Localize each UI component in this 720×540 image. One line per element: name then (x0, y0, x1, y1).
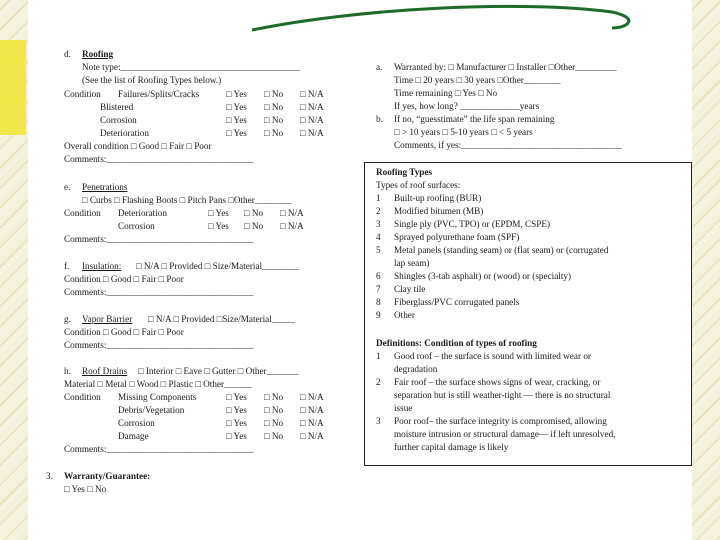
drains-no-checkbox[interactable]: □ No (264, 392, 284, 402)
roofing-type-number: 1 (376, 193, 381, 203)
roofing-type-item: lap seam) (394, 258, 430, 268)
drains-no-checkbox[interactable]: □ No (264, 418, 284, 428)
drains-na-checkbox[interactable]: □ N/A (300, 405, 324, 415)
guarantee-options[interactable]: □ Yes □ No (64, 484, 107, 494)
insulation-comments[interactable]: Comments:________________________________ (64, 287, 254, 297)
definition-text: Poor roof– the surface integrity is compromised, allowing (394, 416, 607, 426)
roofing-no-checkbox[interactable]: □ No (264, 102, 284, 112)
vapor-comments[interactable]: Comments:________________________________ (64, 340, 254, 350)
roofing-yes-checkbox[interactable]: □ Yes (226, 115, 247, 125)
insulation-section-label: f. (64, 261, 70, 271)
drains-row-item: Corrosion (118, 418, 155, 428)
drains-row-item: Debris/Vegetation (118, 405, 185, 415)
warranty-time-options[interactable]: Time □ 20 years □ 30 years □Other________ (394, 75, 561, 85)
drains-row-item: Missing Components (118, 392, 197, 402)
definition-text: further capital damage is likely (394, 442, 509, 452)
penetrations-comments[interactable]: Comments:________________________________ (64, 234, 254, 244)
lifespan-options[interactable]: □ > 10 years □ 5-10 years □ < 5 years (394, 127, 533, 137)
insulation-options[interactable]: □ N/A □ Provided □ Size/Material________ (136, 261, 299, 271)
penetrations-no-checkbox[interactable]: □ No (244, 221, 264, 231)
roofing-type-number: 2 (376, 206, 381, 216)
drains-na-checkbox[interactable]: □ N/A (300, 431, 324, 441)
penetrations-options[interactable]: □ Curbs □ Flashing Boots □ Pitch Pans □Other________ (82, 195, 292, 205)
yellow-accent-bar (0, 40, 26, 135)
roofing-row-label: Condition (64, 89, 101, 99)
penetrations-na-checkbox[interactable]: □ N/A (280, 221, 304, 231)
roofing-type-item: Modified bitumen (MB) (394, 206, 484, 216)
penetrations-title: Penetrations (82, 182, 128, 192)
roofing-section-label: d. (64, 49, 71, 59)
roofing-title: Roofing (82, 49, 114, 59)
roofing-no-checkbox[interactable]: □ No (264, 115, 284, 125)
penetrations-row-item: Corrosion (118, 221, 155, 231)
roofing-yes-checkbox[interactable]: □ Yes (226, 128, 247, 138)
vapor-options[interactable]: □ N/A □ Provided □Size/Material_____ (148, 314, 295, 324)
roofing-row-item: Failures/Splits/Cracks (118, 89, 200, 99)
drains-na-checkbox[interactable]: □ N/A (300, 418, 324, 428)
roofing-yes-checkbox[interactable]: □ Yes (226, 102, 247, 112)
drains-row-item: Damage (118, 431, 149, 441)
roofing-row-item: Blistered (100, 102, 134, 112)
vapor-title: Vapor Barrier (82, 314, 133, 324)
definition-text: separation but is still weather-tight — there is no structural (394, 390, 611, 400)
roofing-row-item: Deterioration (100, 128, 149, 138)
vapor-condition[interactable]: Condition □ Good □ Fair □ Poor (64, 327, 184, 337)
drains-no-checkbox[interactable]: □ No (264, 405, 284, 415)
warranty-comments[interactable]: Comments, if yes:___________________________________ (394, 140, 622, 150)
definition-text: moisture intrusion or structural damage— if left unresolved, (394, 429, 616, 439)
roofing-overall-condition[interactable]: Overall condition □ Good □ Fair □ Poor (64, 141, 212, 151)
roofing-type-number: 6 (376, 271, 381, 281)
drains-row-label: Condition (64, 392, 101, 402)
drains-section-label: h. (64, 366, 71, 376)
drains-yes-checkbox[interactable]: □ Yes (226, 418, 247, 428)
definition-text: Fair roof – the surface shows signs of wear, cracking, or (394, 377, 601, 387)
roofing-na-checkbox[interactable]: □ N/A (300, 102, 324, 112)
penetrations-row-item: Deterioration (118, 208, 167, 218)
roofing-type-number: 5 (376, 245, 381, 255)
warranty-how-long[interactable]: If yes, how long? _____________years (394, 101, 540, 111)
roofing-type-item: Sprayed polyurethane foam (SPF) (394, 232, 520, 242)
guarantee-number: 3. (46, 471, 53, 481)
warranty-guesstimate: If no, “guesstimate” the life span remaining (394, 114, 555, 124)
drains-material[interactable]: Material □ Metal □ Wood □ Plastic □ Other______ (64, 379, 252, 389)
drains-yes-checkbox[interactable]: □ Yes (226, 405, 247, 415)
definitions-title: Definitions: Condition of types of roofing (376, 338, 537, 348)
roofing-na-checkbox[interactable]: □ N/A (300, 89, 324, 99)
drains-yes-checkbox[interactable]: □ Yes (226, 392, 247, 402)
definition-text: issue (394, 403, 413, 413)
penetrations-no-checkbox[interactable]: □ No (244, 208, 264, 218)
roofing-type-number: 4 (376, 232, 381, 242)
definition-number: 1 (376, 351, 381, 361)
insulation-title: Insulation: (82, 261, 122, 271)
guarantee-title: Warranty/Guarantee: (64, 471, 151, 481)
roofing-type-number: 8 (376, 297, 381, 307)
penetrations-row-label: Condition (64, 208, 101, 218)
roofing-type-item: Built-up roofing (BUR) (394, 193, 482, 203)
drains-options[interactable]: □ Interior □ Eave □ Gutter □ Other_______ (138, 366, 299, 376)
roofing-type-item: Fiberglass/PVC corrugated panels (394, 297, 520, 307)
drains-na-checkbox[interactable]: □ N/A (300, 392, 324, 402)
roofing-type-item: Metal panels (standing seam) or (flat seam) or (corrugated (394, 245, 609, 255)
roofing-no-checkbox[interactable]: □ No (264, 128, 284, 138)
drains-no-checkbox[interactable]: □ No (264, 431, 284, 441)
roofing-na-checkbox[interactable]: □ N/A (300, 128, 324, 138)
drains-comments[interactable]: Comments:________________________________ (64, 444, 254, 454)
roofing-see-list: (See the list of Roofing Types below.) (82, 75, 222, 85)
definition-number: 2 (376, 377, 381, 387)
drains-title: Roof Drains (82, 366, 128, 376)
roofing-type-number: 9 (376, 310, 381, 320)
warranted-by-options[interactable]: Warranted by: □ Manufacturer □ Installer □Other_________ (394, 62, 617, 72)
vapor-section-label: g. (64, 314, 71, 324)
warranty-time-remaining[interactable]: Time remaining □ Yes □ No (394, 88, 498, 98)
roofing-row-item: Corrosion (100, 115, 137, 125)
roofing-type-number: 3 (376, 219, 381, 229)
document-page (28, 0, 692, 540)
roofing-types-intro: Types of roof surfaces: (376, 180, 461, 190)
warranty-b-label: b. (376, 114, 383, 124)
roofing-type-item: Clay tile (394, 284, 426, 294)
penetrations-yes-checkbox[interactable]: □ Yes (208, 221, 229, 231)
insulation-condition[interactable]: Condition □ Good □ Fair □ Poor (64, 274, 184, 284)
penetrations-na-checkbox[interactable]: □ N/A (280, 208, 304, 218)
roofing-note-type[interactable]: Note type:_______________________________________ (82, 62, 300, 72)
roofing-yes-checkbox[interactable]: □ Yes (226, 89, 247, 99)
roofing-type-item: Shingles (3-tab asphalt) or (wood) or (specialty) (394, 271, 572, 281)
roofing-type-item: Other (394, 310, 415, 320)
roofing-no-checkbox[interactable]: □ No (264, 89, 284, 99)
definition-number: 3 (376, 416, 381, 426)
penetrations-section-label: e. (64, 182, 71, 192)
roofing-comments[interactable]: Comments:________________________________ (64, 154, 254, 164)
warranty-a-label: a. (376, 62, 383, 72)
definition-text: degradation (394, 364, 438, 374)
roofing-type-item: Single ply (PVC, TPO) or (EPDM, CSPE) (394, 219, 551, 229)
penetrations-yes-checkbox[interactable]: □ Yes (208, 208, 229, 218)
definition-text: Good roof – the surface is sound with limited wear or (394, 351, 591, 361)
drains-yes-checkbox[interactable]: □ Yes (226, 431, 247, 441)
roofing-type-number: 7 (376, 284, 381, 294)
roofing-na-checkbox[interactable]: □ N/A (300, 115, 324, 125)
roofing-types-title: Roofing Types (376, 167, 433, 177)
